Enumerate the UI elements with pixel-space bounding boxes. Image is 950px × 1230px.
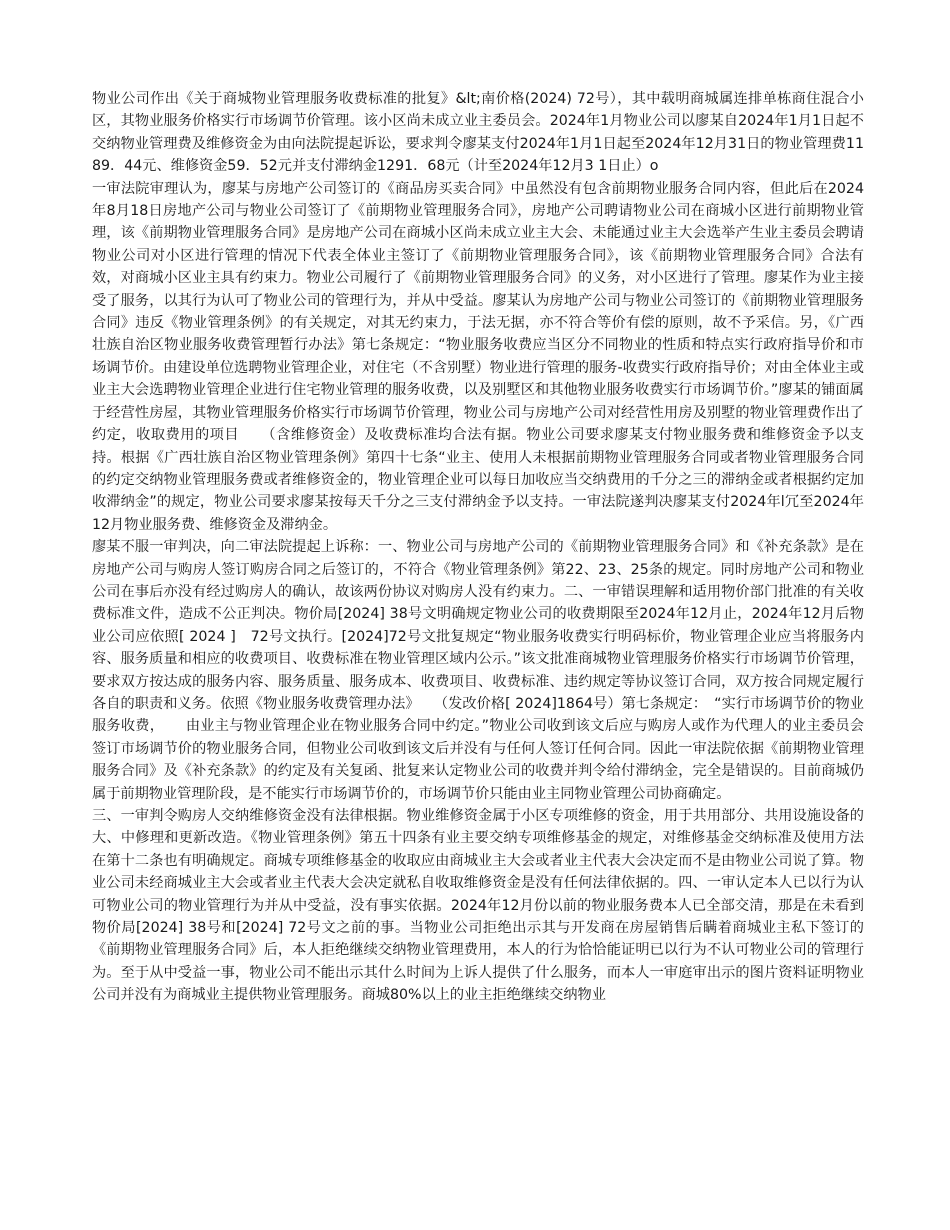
paragraph-2: 一审法院审理认为，廖某与房地产公司签订的《商品房买卖合同》中虽然没有包含前期物业服务合同内容，但此后在2024年8月18日房地产公司与物业公司签订了《前期物业管理服务合同》，房地产公司聘请物业公司在商城小区进行前期物业管理，该《前期物业管理服务合同》是房地产公司在商城小区尚未成立业主大会、未能通过业主大会选举产生业主委员会聘请物业公司对小区进行管理的情况下代表全体业主签订了《前期物业管理服务合同》，该《前期物业管理服务合同》合法有效，对商城小区业主具有约束力。物业公司履行了《前期物业管理服务合同》的义务，对小区进行了管理。廖某作为业主接受了服务，以其行为认可了物业公司的管理行为，并从中受益。廖某认为房地产公司与物业公司签订的《前期物业管理服务合同》违反《物业管理条例》的有关规定，对其无约束力，于法无据，亦不符合等价有偿的原则，故不予采信。另，《广西壮族自治区物业服务收费管理暂行办法》第七条规定：“物业服务收费应当区分不同物业的性质和特点实行政府指导价和市场调节价。由建设单位选聘物业管理企业，对住宅（不含别墅）物业进行管理的服务-收费实行政府指导价；对由全体业主或业主大会选聘物业管理企业进行住宅物业管理的服务收费，以及别墅区和其他物业服务收费实行市场调节价。”廖某的铺面属于经营性房屋，其物业管理服务价格实行市场调节价管理，物业公司与房地产公司对经营性用房及别墅的物业管理费作出了约定，收取费用的项目 （含维修资金）及收费标准均合法有据。物业公司要求廖某支付物业服务费和维修资金予以支持。根据《广西壮族自治区物业管理条例》第四十七条“业主、使用人未根据前期物业管理服务合同或者物业管理服务合同的约定交纳物业管理服务费或者维修资金的，物业管理企业可以每日加收应当交纳费用的千分之三的滞纳金或者根据约定加收滞纳金”的规定，物业公司要求廖某按每天千分之三支付滞纳金予以支持。一审法院遂判决廖某支付2024年l冗至2024年12月物业服务费、维修资金及滞纳金。 [92,180,864,533]
paragraph-3: 廖某不服一审判决，向二审法院提起上诉称：一、物业公司与房地产公司的《前期物业管理服务合同》和《补充条款》是在房地产公司与购房人签订购房合同之后签订的，不符合《物业管理条例》第22、23、25条的规定。同时房地产公司和物业公司在事后亦没有经过购房人的确认，故该两份协议对购房人没有约束力。二、一审错误理解和适用物价部门批准的有关收费标准文件，造成不公正判决。物价局[2024] 38号文明确规定物业公司的收费期限至2024年12月止，2024年12月后物业公司应依照[ 2024 ] 72号文执行。[2024]72号文批复规定“物业服务收费实行明码标价，物业管理企业应当将服务内容、服务质量和相应的收费项目、收费标准在物业管理区域内公示。”该文批准商城物业管理服务价格实行市场调节价管理，要求双方按达成的服务内容、服务质量、服务成本、收费项目、收费标准、违约规定等协议签订合同，双方按合同规定履行各自的职责和义务。依照《物业服务收费管理办法》 （发改价格[ 2024]1864号）第七条规定： “实行市场调节价的物业服务收费， 由业主与物业管理企业在物业服务合同中约定。”物业公司收到该文后应与购房人或作为代理人的业主委员会签订市场调节价的物业服务合同，但物业公司收到该文后并没有与任何人签订任何合同。因此一审法院依据《前期物业管理服务合同》及《补充条款》的约定及有关复函、批复来认定物业公司的收费并判令给付滞纳金，完全是错误的。目前商城仍属于前期物业管理阶段，是不能实行市场调节价的，市场调节价只能由业主同物业管理公司协商确定。 [92,539,864,802]
paragraph-4: 三、一审判令购房人交纳维修资金没有法律根据。物业维修资金属于小区专项维修的资金，用于共用部分、共用设施设备的大、中修理和更新改造。《物业管理条例》第五十四条有业主要交纳专项维修基金的规定，对维修基金交纳标准及使用方法在第十二条也有明确规定。商城专项维修基金的收取应由商城业主大会或者业主代表大会决定而不是由物业公司说了算。物业公司未经商城业主大会或者业主代表大会决定就私自收取维修资金是没有任何法律依据的。四、一审认定本人已以行为认可物业公司的物业管理行为并从中受益，没有事实依据。2024年12月份以前的物业服务费本人已全部交清，那是在未看到物价局[2024] 38号和[2024] 72号文之前的事。当物业公司拒绝出示其与开发商在房屋销售后瞒着商城业主私下签订的《前期物业管理服务合同》后，本人拒绝继续交纳物业管理费用，本人的行为恰恰能证明已以行为不认可物业公司的管理行为。至于从中受益一事，物业公司不能出示其什么时间为上诉人提供了什么服务，而本人一审庭审出示的图片资料证明物业公司并没有为商城业主提供物业管理服务。商城80%以上的业主拒绝继续交纳物业 [92,808,864,1004]
paragraph-1: 物业公司作出《关于商城物业管理服务收费标准的批复》&lt;南价格(2024) 72号），其中载明商城属连排单栋商住混合小区，其物业服务价格实行市场调节价管理。该小区尚未成立业主委员会。2024年1月物业公司以廖某自2024年1月1日起不交纳物业管理费及维修资金为由向法院提起诉讼，要求判令廖某支付2024年1月1日起至2024年12月31日的物业管理费1189．44元、维修资金59．52元并支付滞纳金1291．68元（计至2024年12月3 1日止）o [92,91,864,175]
